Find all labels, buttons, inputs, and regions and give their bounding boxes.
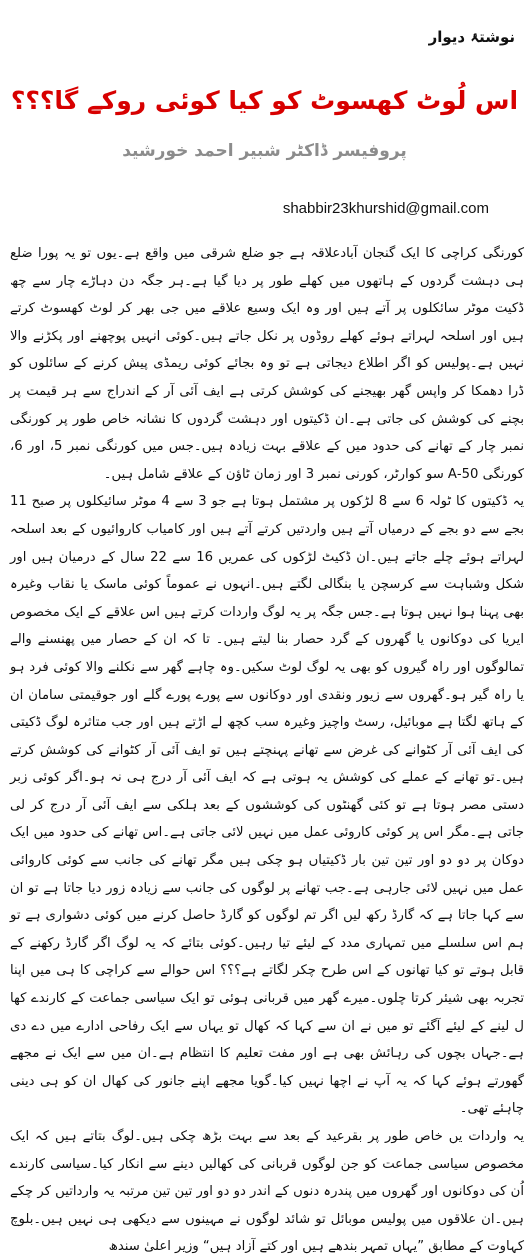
author-email[interactable]: shabbir23khurshid@gmail.com [282, 200, 489, 217]
author-byline: پروفیسر ڈاکٹر شبیر احمد خورشید [122, 141, 407, 161]
column-name: نوشتۂ دیوار [428, 28, 515, 46]
article-body [10, 240, 524, 1258]
article-paragraph: کورنگی کراچی کا ایک گنجان آبادعلاقہ ہے جو ضلع شرقی میں واقع ہے۔یوں تو یہ پورا ضلع ہی دہشت گردوں کے ہاتھوں میں کھلے طور پر دیا گیا ہے۔ہر جگہ دن دہاڑے چار سے چھ ڈکیت موٹر سائکلوں پر آتے ہیں اور وہ ایک وسیع علاقے میں جی بھر کر لوٹ کھسوٹ کرتے ہیں اور اسلحہ لہراتے ہوئے کھلے روڈوں پر نکل جاتے ہیں۔کوئی انہیں پوچھنے اور پکڑنے والا نہیں ہے۔پولیس کو اگر اطلاع دیجاتی ہے تو وہ بجائے کوئی ریمڈی پیش کرنے کے سائلوں کو ڈرا دھمکا کر واپس گھر بھیجنے کی کوشش کرتی ہے ایف آئی آر کے اندراج سے ہر قیمت پر بچنے کی کوشش کی جاتی ہے۔ان ڈکیتوں اور دہشت گردوں کا نشانہ خاص طور پر کورنگی نمبر چار کے تھانے کی حدود میں کے علاقے بہت زیادہ ہیں۔جس میں کورنگی نمبر 5، اور 6، کورنگی 50-A سو کوارٹر، کورنی نمبر 3 اور زمان ٹاؤن کے علاقے شامل ہیں۔ [10, 246, 525, 482]
article-headline: اس لُوٹ کھسوٹ کو کیا کوئی روکے گا؟؟؟ [10, 86, 519, 115]
article-paragraph: یہ ڈکیتوں کا ٹولہ 6 سے 8 لڑکوں پر مشتمل ہوتا ہے جو 3 سے 4 موٹر سائیکلوں پر صبح 11 بجے سے دو بجے کے درمیاں آتے ہیں واردتیں کرتے آتے ہیں اور کامیاب کاروائیوں کے بعد اسلحہ لہراتے ہوئے چلے جاتے ہیں۔ان ڈکیٹ لڑکوں کی عمریں 16 سے 22 سال کے درمیان ہیں اور شکل وشباہت سے کرسچن یا بنگالی لگتے ہیں۔انہوں نے عموماً کوئی ماسک یا نقاب وغیرہ بھی پہنا ہوا نہیں ہوتا ہے۔جس جگہ پر یہ لوگ واردات کرتے ہیں اس علاقے کے ایک مخصوص ایریا کی دوکانوں یا گھروں کے گرد حصار بنا لیتے ہیں۔ تا کہ ان کے حصار میں پھنسنے والے تمالوگوں اور راہ گیروں کو بھی یہ لوگ لوٹ سکیں۔وہ چاہے گھر سے نکلنے والا کوئی فرد ہو یا راہ گیر ہو۔گھروں سے زیور ونقدی اور دوکانوں سے پورے پورے گلے اور جوقیمتی سامان ان کے ہاتھ لگتا ہے موبائیل، رسٹ واچیز وغیرہ سب کچھ لے اڑتے ہیں اور جب متاثرہ لوگ ڈکیتی کی ایف آئی آر کٹوانے کی غرض سے تھانے پہنچتے ہیں تو ایف آئی آر کٹوانے کی کوشش کرتے ہیں۔تو تھانے کے عملے کی کوشش یہ ہوتی ہے کہ ایف آئی آر درج ہی نہ ہو۔اگر کوئی زبر دستی مصر ہوتا ہے تو کئی گھنٹوں کی کوششوں کے بعد ہلکی سے ایف آئی آر درج کر لی جاتی ہے۔مگر اس پر کوئی کاروئی عمل میں نہیں لائی جاتی ہے۔اس تھانے کی حدود میں ایک دوکان پر دو دو اور تین تین بار ڈکیتیاں ہو چکی ہیں مگر تھانے کی جانب سے کوئی کاروائی عمل میں نہیں لائی جارہی ہے۔جب تھانے پر لوگوں کی جانب سے زیادہ زور دیا جاتا ہے تو ان سے کہا جاتا ہے کہ گارڈ رکھ لیں اگر تم لوگوں کو گارڈ حاصل کرنے میں کوئی دشواری ہے تو ہم اس سلسلے میں تمہاری مدد کے لیئے تیا رہیں۔کوئی بتائے کہ یہ لوگ اگر گارڈ رکھنے کے قابل ہوتے تو کیا تھانوں کے اس طرح چکر لگاتے ہے؟؟؟ اس حوالے سے کراچی کا ہی میں اپنا تجربہ بھی شیئر کرتا چلوں۔میرے گھر میں قربانی ہوئی تو ایک سیاسی جماعت کے کارندے کھا ل لینے کے لیئے آگئے تو میں نے ان سے کہا کہ کھال تو یہاں سے ایک رفاحی ادارے میں دے دی ہے۔جہاں بچوں کی رہائش بھی ہے اور مفت تعلیم کا انتظام ہے۔ان میں سے ایک نے مجھے گھورتے ہوئے کہا کہ یہ آپ نے اچھا نہیں کیا۔گویا مجھے اپنے جانور کی کھال ان کو ہی دینی چاہئے تھی۔ [10, 494, 525, 1117]
article-paragraph: یہ واردات یں خاص طور پر بقرعید کے بعد سے بہت بڑھ چکی ہیں۔لوگ بتاتے ہیں کہ ایک مخصوص سیاسی جماعت کو جن لوگوں قربانی کی کھالیں دینے سے انکار کیا۔سیاسی کارندے اُن کی دوکانوں اور گھروں میں پندرہ دنوں کے اندر دو دو اور تین تین مرتبہ یہ وارداتیں کر چکے ہیں۔ان علاقوں میں پولیس موبائل تو شائد لوگوں نے مہینوں سے دیکھی ہی نہیں ہیں۔بلوچ کہاوت کے مطابق ”یہاں تمہر بندھے ہیں اور کتے آزاد ہیں“ وزیر اعلیٰ سندھ [10, 1129, 524, 1255]
